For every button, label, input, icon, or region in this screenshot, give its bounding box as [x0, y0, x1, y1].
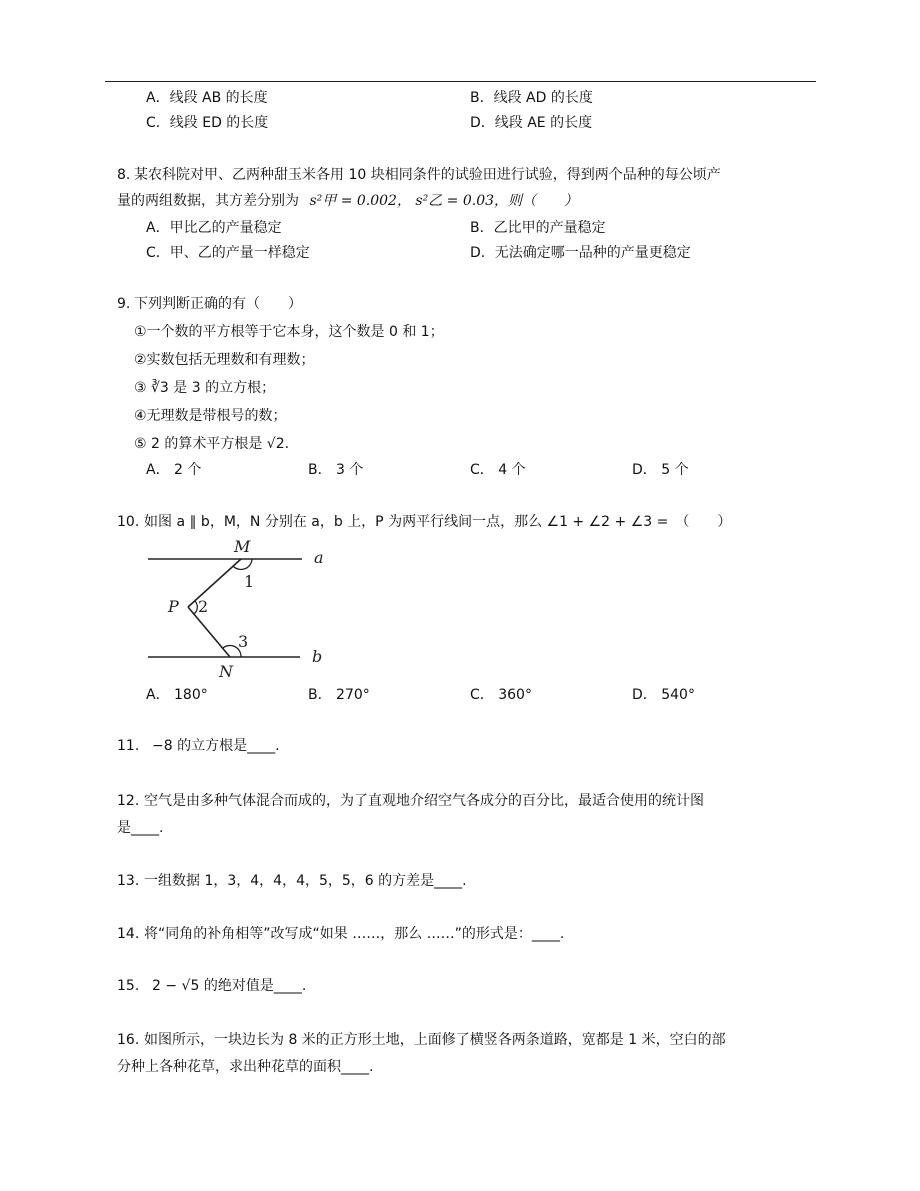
- label-n: N: [219, 662, 233, 681]
- q13-number: 13.: [117, 873, 140, 889]
- q9-number: 9.: [117, 296, 131, 312]
- q12-number: 12.: [117, 793, 140, 809]
- q7-option-b: B．线段 AD 的长度: [470, 90, 593, 106]
- q9-stem: 下列判断正确的有（ ）: [134, 296, 302, 312]
- q9-option-a: A． 2 个: [146, 462, 202, 478]
- q9-statement-2: ②实数包括无理数和有理数；: [134, 352, 315, 368]
- q8-option-b: B．乙比甲的产量稳定: [470, 220, 606, 236]
- q7-option-a: A．线段 AB 的长度: [146, 90, 268, 106]
- q7-option-d: D．线段 AE 的长度: [470, 115, 593, 131]
- q8-option-c: C．甲、乙的产量一样稳定: [146, 245, 310, 261]
- q11-number: 11.: [117, 738, 140, 754]
- label-1: 1: [244, 572, 255, 591]
- q8-variance-jia: s²甲 = 0.002，: [309, 193, 411, 209]
- q16-number: 16.: [117, 1032, 140, 1048]
- q16-line2: 分种上各种花草，求出种花草的面积____.: [117, 1059, 374, 1075]
- q8-variance-yi: s²乙 = 0.03，则（ ）: [415, 193, 579, 209]
- q15-number: 15.: [117, 978, 140, 994]
- angle-2-arc: [194, 601, 197, 614]
- q9-option-b: B． 3 个: [308, 462, 364, 478]
- q12-line1: 空气是由多种气体混合而成的，为了直观地介绍空气各成分的百分比，最适合使用的统计图: [144, 793, 704, 809]
- label-b: b: [312, 647, 323, 666]
- q11-text: −8 的立方根是____.: [152, 738, 280, 754]
- segment-pn: [188, 607, 230, 657]
- q14-text: 将“同角的补角相等”改写成“如果 ……，那么 ……”的形式是：____.: [144, 926, 565, 942]
- q8-stem-line2-text: 量的两组数据，其方差分别为: [117, 193, 299, 209]
- label-2: 2: [198, 597, 209, 616]
- q10-parallel-lines-figure: [140, 535, 340, 685]
- label-p: P: [168, 597, 179, 616]
- q15-text: 2 − √5 的绝对值是____.: [152, 978, 307, 994]
- q8-option-a: A．甲比乙的产量稳定: [146, 220, 282, 236]
- q10-number: 10.: [117, 514, 140, 530]
- q13-text: 一组数据 1，3，4，4，4，5，5，6 的方差是____.: [144, 873, 467, 889]
- q10-option-b: B． 270°: [308, 687, 370, 703]
- q9-statement-3: ③ ∛3 是 3 的立方根；: [134, 380, 276, 396]
- q12-line2: 是____.: [117, 820, 164, 836]
- label-a: a: [314, 548, 324, 567]
- q9-option-d: D． 5 个: [632, 462, 689, 478]
- q16-line1: 如图所示，一块边长为 8 米的正方形土地，上面修了横竖各两条道路，宽都是 1 米，空白的部: [144, 1032, 726, 1048]
- q7-option-c: C．线段 ED 的长度: [146, 115, 269, 131]
- q8-stem-line2: [117, 191, 578, 211]
- q8-number: 8.: [117, 167, 131, 183]
- label-3: 3: [238, 632, 249, 651]
- q10-stem: 如图 a ∥ b，M，N 分别在 a，b 上，P 为两平行线间一点，那么 ∠1 + ∠2 + ∠3 = （ ）: [144, 514, 732, 530]
- label-m: M: [234, 537, 251, 556]
- q9-statement-5: ⑤ 2 的算术平方根是 √2.: [134, 436, 290, 452]
- q10-option-c: C． 360°: [470, 687, 532, 703]
- header-rule: [105, 81, 816, 82]
- q8-stem-line1: 某农科院对甲、乙两种甜玉米各用 10 块相同条件的试验田进行试验，得到两个品种的每公顷产: [134, 167, 721, 183]
- q9-option-c: C． 4 个: [470, 462, 526, 478]
- q14-number: 14.: [117, 926, 140, 942]
- q8-option-d: D．无法确定哪一品种的产量更稳定: [470, 245, 691, 261]
- q9-statement-4: ④无理数是带根号的数；: [134, 408, 287, 424]
- q9-statement-1: ①一个数的平方根等于它本身，这个数是 0 和 1；: [134, 324, 444, 340]
- q10-option-a: A． 180°: [146, 687, 208, 703]
- q10-option-d: D． 540°: [632, 687, 695, 703]
